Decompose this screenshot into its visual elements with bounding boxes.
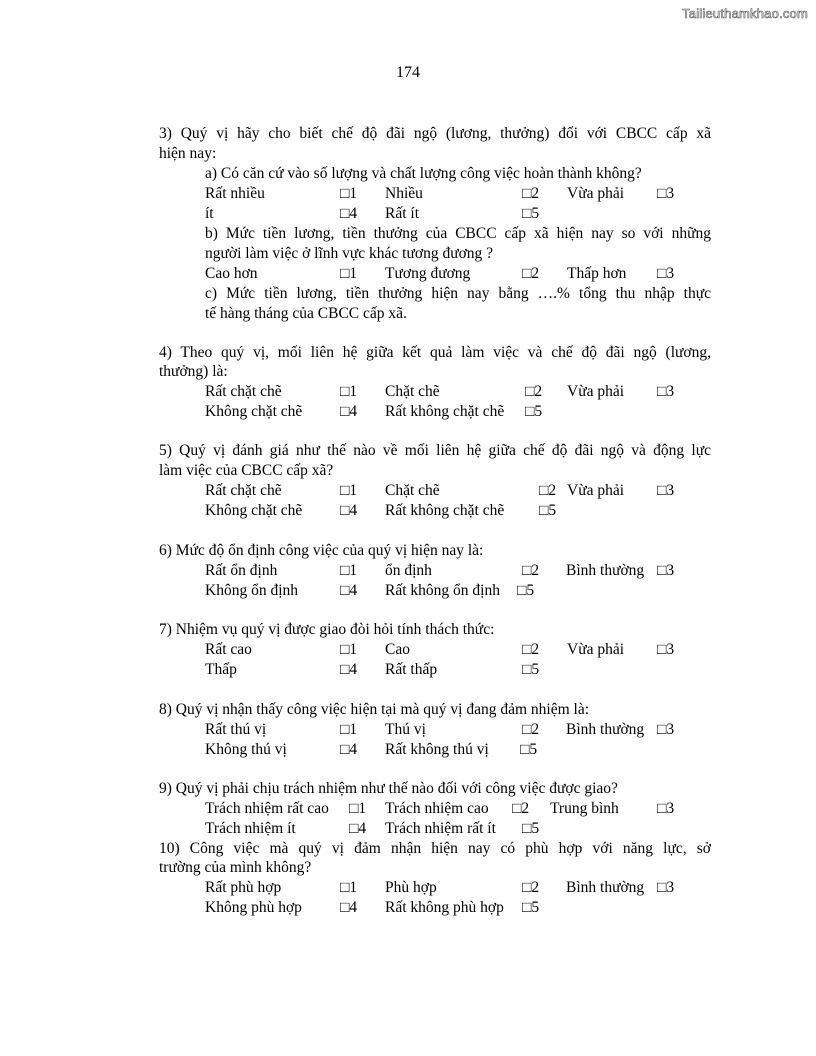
- option-row: [0, 481, 816, 501]
- option-label: Rất phù hợp: [205, 879, 282, 896]
- checkbox-3[interactable]: □3: [657, 185, 675, 202]
- option-row: [0, 898, 816, 918]
- checkbox-2[interactable]: □2: [522, 265, 540, 282]
- option-label: Không chặt chẽ: [205, 502, 303, 519]
- option-label: Rất chặt chẽ: [205, 482, 282, 499]
- option-label: Vừa phải: [567, 482, 625, 499]
- option-row: [0, 581, 816, 601]
- option-label: Rất nhiều: [205, 185, 265, 202]
- option-label: Thú vị: [385, 721, 426, 738]
- checkbox-3[interactable]: □3: [657, 641, 675, 658]
- option-label: Trách nhiệm cao: [385, 800, 489, 817]
- option-row: [0, 382, 816, 402]
- checkbox-4[interactable]: □4: [340, 741, 358, 758]
- question-7-text: 7) Nhiệm vụ quý vị được giao đòi hỏi tính thách thức:: [159, 621, 495, 638]
- question-3-text: 3) Quý vị hãy cho biết chế độ đãi ngộ (lương, thưởng) đối với CBCC cấp xã: [159, 125, 711, 142]
- option-label: Trách nhiệm rất ít: [385, 820, 496, 837]
- page-number: 174: [396, 64, 420, 81]
- option-label: ổn định: [385, 562, 432, 579]
- question-10-text-cont: trường của mình không?: [159, 859, 312, 876]
- option-label: Rất cao: [205, 641, 252, 658]
- checkbox-1[interactable]: □1: [340, 721, 358, 738]
- option-row: [0, 720, 816, 740]
- question-3b-cont: người làm việc ở lĩnh vực khác tương đương ?: [205, 245, 494, 262]
- checkbox-2[interactable]: □2: [512, 800, 530, 817]
- option-label: Phù hợp: [385, 879, 437, 896]
- checkbox-5[interactable]: □5: [522, 899, 540, 916]
- option-label: Không thú vị: [205, 741, 287, 758]
- checkbox-4[interactable]: □4: [340, 502, 358, 519]
- option-label: Cao hơn: [205, 265, 258, 282]
- checkbox-5[interactable]: □5: [522, 661, 540, 678]
- checkbox-3[interactable]: □3: [657, 562, 675, 579]
- checkbox-3[interactable]: □3: [657, 265, 675, 282]
- question-8-text: 8) Quý vị nhận thấy công việc hiện tại mà quý vị đang đảm nhiệm là:: [159, 701, 590, 718]
- checkbox-2[interactable]: □2: [522, 641, 540, 658]
- checkbox-1[interactable]: □1: [340, 641, 358, 658]
- checkbox-3[interactable]: □3: [657, 383, 675, 400]
- option-row: [0, 640, 816, 660]
- option-row: [0, 740, 816, 760]
- question-3b: b) Mức tiền lương, tiền thưởng của CBCC cấp xã hiện nay so với những: [205, 225, 711, 242]
- checkbox-4[interactable]: □4: [340, 403, 358, 420]
- option-label: Rất ổn định: [205, 562, 278, 579]
- checkbox-2[interactable]: □2: [522, 185, 540, 202]
- checkbox-5[interactable]: □5: [525, 403, 543, 420]
- checkbox-1[interactable]: □1: [340, 185, 358, 202]
- option-label: Thấp: [205, 661, 237, 678]
- option-row: [0, 561, 816, 581]
- checkbox-5[interactable]: □5: [517, 582, 535, 599]
- checkbox-1[interactable]: □1: [340, 383, 358, 400]
- option-label: Rất ít: [385, 205, 420, 222]
- option-label: Trách nhiệm rất cao: [205, 800, 329, 817]
- option-row: [0, 878, 816, 898]
- checkbox-5[interactable]: □5: [520, 741, 538, 758]
- option-label: Không ổn định: [205, 582, 298, 599]
- checkbox-1[interactable]: □1: [340, 265, 358, 282]
- checkbox-5[interactable]: □5: [522, 820, 540, 837]
- option-row: [0, 660, 816, 680]
- option-row: [0, 204, 816, 224]
- checkbox-5[interactable]: □5: [539, 502, 557, 519]
- question-3c-cont: tế hàng tháng của CBCC cấp xã.: [205, 305, 407, 322]
- option-label: Không phù hợp: [205, 899, 302, 916]
- question-6-text: 6) Mức độ ổn định công việc của quý vị hiện nay là:: [159, 542, 484, 559]
- option-label: Vừa phải: [567, 383, 625, 400]
- question-3c: c) Mức tiền lương, tiền thưởng hiện nay bằng ….% tổng thu nhập thực: [205, 285, 711, 302]
- checkbox-2[interactable]: □2: [525, 383, 543, 400]
- option-label: Tương đương: [385, 265, 471, 282]
- option-label: Rất không phù hợp: [385, 899, 504, 916]
- watermark: Tailieuthamkhao.com: [682, 6, 808, 21]
- question-10-text: 10) Công việc mà quý vị đảm nhận hiện nay có phù hợp với năng lực, sở: [159, 840, 711, 857]
- option-label: Trung bình: [550, 800, 619, 817]
- checkbox-5[interactable]: □5: [522, 205, 540, 222]
- checkbox-1[interactable]: □1: [340, 482, 358, 499]
- checkbox-3[interactable]: □3: [657, 482, 675, 499]
- checkbox-1[interactable]: □1: [340, 562, 358, 579]
- option-label: Thấp hơn: [567, 265, 627, 282]
- option-label: Rất không chặt chẽ: [385, 502, 505, 519]
- option-label: Bình thường: [566, 879, 645, 896]
- option-label: Vừa phải: [567, 185, 625, 202]
- option-label: Bình thường: [566, 721, 645, 738]
- option-label: Chặt chẽ: [385, 383, 440, 400]
- question-9-text: 9) Quý vị phải chịu trách nhiệm như thế nào đối với công việc được giao?: [159, 780, 618, 797]
- checkbox-4[interactable]: □4: [340, 899, 358, 916]
- checkbox-2[interactable]: □2: [539, 482, 557, 499]
- option-label: Bình thường: [566, 562, 645, 579]
- option-row: [0, 402, 816, 422]
- checkbox-1[interactable]: □1: [340, 879, 358, 896]
- option-label: Cao: [385, 641, 410, 658]
- checkbox-4[interactable]: □4: [340, 205, 358, 222]
- question-4-text-cont: thưởng) là:: [159, 363, 228, 380]
- option-row: [0, 184, 816, 204]
- checkbox-3[interactable]: □3: [657, 879, 675, 896]
- checkbox-2[interactable]: □2: [522, 721, 540, 738]
- option-label: ít: [205, 205, 214, 222]
- option-label: Trách nhiệm ít: [205, 820, 296, 837]
- checkbox-4[interactable]: □4: [340, 582, 358, 599]
- option-label: Nhiều: [385, 185, 423, 202]
- checkbox-2[interactable]: □2: [522, 879, 540, 896]
- option-label: Chặt chẽ: [385, 482, 440, 499]
- option-label: Vừa phải: [567, 641, 625, 658]
- option-row: [0, 799, 816, 819]
- option-label: Rất không chặt chẽ: [385, 403, 505, 420]
- question-3-text-cont: hiện nay:: [159, 145, 217, 162]
- checkbox-4[interactable]: □4: [349, 820, 367, 837]
- option-label: Rất thú vị: [205, 721, 267, 738]
- checkbox-3[interactable]: □3: [657, 721, 675, 738]
- question-5-text-cont: làm việc của CBCC cấp xã?: [159, 462, 334, 479]
- question-5-text: 5) Quý vị đánh giá như thế nào về mối liên hệ giữa chế độ đãi ngộ và động lực: [159, 442, 711, 459]
- option-row: [0, 264, 816, 284]
- option-label: Rất không thú vị: [385, 741, 489, 758]
- checkbox-4[interactable]: □4: [340, 661, 358, 678]
- question-4-text: 4) Theo quý vị, mối liên hệ giữa kết quả làm việc và chế độ đãi ngộ (lương,: [159, 344, 711, 361]
- checkbox-3[interactable]: □3: [657, 800, 675, 817]
- option-row: [0, 501, 816, 521]
- option-label: Rất thấp: [385, 661, 438, 678]
- option-row: [0, 819, 816, 839]
- option-label: Không chặt chẽ: [205, 403, 303, 420]
- checkbox-1[interactable]: □1: [349, 800, 367, 817]
- option-label: Rất chặt chẽ: [205, 383, 282, 400]
- checkbox-2[interactable]: □2: [522, 562, 540, 579]
- option-label: Rất không ổn định: [385, 582, 500, 599]
- question-3a: a) Có căn cứ vào số lượng và chất lượng công việc hoàn thành không?: [205, 165, 642, 182]
